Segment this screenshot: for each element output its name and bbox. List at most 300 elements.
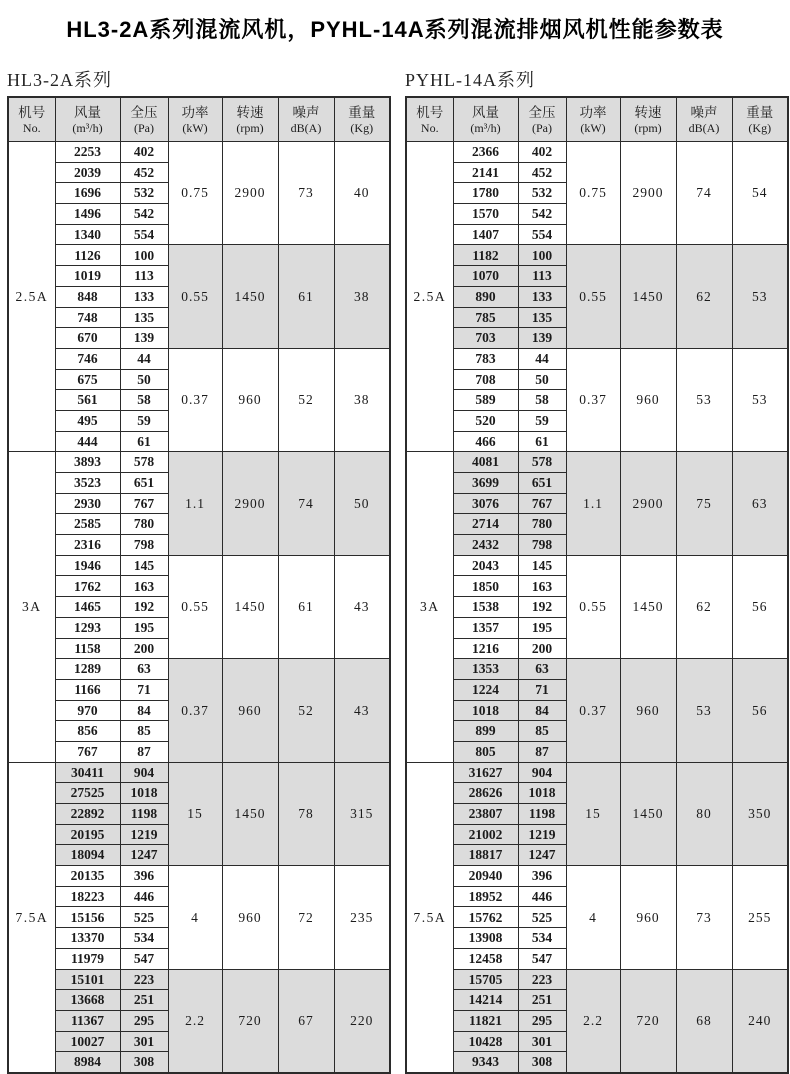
table-row (8, 969, 390, 990)
model-cell: 2.5A (8, 142, 55, 452)
pressure-cell: 192 (518, 597, 566, 618)
pressure-cell: 113 (518, 266, 566, 287)
airflow-cell: 3699 (453, 473, 518, 494)
pressure-cell: 525 (120, 907, 168, 928)
power-cell: 0.55 (168, 555, 222, 658)
table-row (406, 452, 788, 473)
pressure-cell: 63 (518, 659, 566, 680)
column-unit: (Kg) (748, 120, 772, 135)
airflow-cell: 783 (453, 348, 518, 369)
airflow-cell: 18952 (453, 886, 518, 907)
pressure-cell: 396 (518, 866, 566, 887)
weight-cell: 56 (732, 555, 788, 658)
airflow-cell: 2316 (55, 535, 120, 556)
pressure-cell: 139 (518, 328, 566, 349)
pressure-cell: 554 (518, 224, 566, 245)
column-label: 重量 (746, 105, 774, 121)
table-row (8, 866, 390, 887)
pressure-cell: 542 (518, 204, 566, 225)
pressure-cell: 1018 (518, 783, 566, 804)
header-row (406, 97, 788, 142)
airflow-cell: 9343 (453, 1052, 518, 1073)
speed-cell: 1450 (620, 762, 676, 865)
airflow-cell: 1019 (55, 266, 120, 287)
weight-cell: 63 (732, 452, 788, 555)
pressure-cell: 780 (518, 514, 566, 535)
airflow-cell: 30411 (55, 762, 120, 783)
table-row (406, 555, 788, 576)
airflow-cell: 15156 (55, 907, 120, 928)
column-header (120, 97, 168, 142)
power-cell: 0.75 (566, 142, 620, 245)
pressure-cell: 1198 (518, 804, 566, 825)
airflow-cell: 1538 (453, 597, 518, 618)
airflow-cell: 2366 (453, 142, 518, 163)
noise-cell: 53 (676, 659, 732, 762)
power-cell: 1.1 (566, 452, 620, 555)
column-label: 功率 (181, 105, 209, 121)
pressure-cell: 578 (120, 452, 168, 473)
column-header (406, 97, 453, 142)
airflow-cell: 12458 (453, 948, 518, 969)
table-row (8, 555, 390, 576)
airflow-cell: 1158 (55, 638, 120, 659)
pressure-cell: 904 (120, 762, 168, 783)
column-label: 转速 (634, 105, 662, 121)
pressure-cell: 71 (120, 679, 168, 700)
pressure-cell: 59 (518, 410, 566, 431)
airflow-cell: 10027 (55, 1031, 120, 1052)
power-cell: 0.37 (168, 659, 222, 762)
column-unit: (m³/h) (72, 120, 103, 135)
column-label: 噪声 (292, 105, 320, 121)
power-cell: 4 (168, 866, 222, 969)
pressure-cell: 525 (518, 907, 566, 928)
column-unit: (rpm) (236, 120, 264, 135)
airflow-cell: 785 (453, 307, 518, 328)
pressure-cell: 798 (120, 535, 168, 556)
pressure-cell: 767 (518, 493, 566, 514)
speed-cell: 960 (222, 659, 278, 762)
pressure-cell: 295 (120, 1010, 168, 1031)
pressure-cell: 904 (518, 762, 566, 783)
pressure-cell: 145 (120, 555, 168, 576)
airflow-cell: 10428 (453, 1031, 518, 1052)
pressure-cell: 145 (518, 555, 566, 576)
column-unit: No. (420, 120, 439, 135)
column-label: 全压 (528, 105, 556, 121)
model-cell: 7.5A (8, 762, 55, 1073)
pressure-cell: 100 (518, 245, 566, 266)
speed-cell: 960 (222, 866, 278, 969)
weight-cell: 315 (334, 762, 390, 865)
column-label: 重量 (348, 105, 376, 121)
noise-cell: 74 (676, 142, 732, 245)
column-unit: (Kg) (350, 120, 374, 135)
pressure-cell: 87 (518, 741, 566, 762)
column-header (566, 97, 620, 142)
airflow-cell: 1762 (55, 576, 120, 597)
table-block-hl3-2a (7, 66, 389, 1074)
speed-cell: 1450 (222, 555, 278, 658)
noise-cell: 61 (278, 555, 334, 658)
pressure-cell: 84 (120, 700, 168, 721)
pressure-cell: 651 (120, 473, 168, 494)
airflow-cell: 15101 (55, 969, 120, 990)
pressure-cell: 542 (120, 204, 168, 225)
airflow-cell: 11367 (55, 1010, 120, 1031)
noise-cell: 72 (278, 866, 334, 969)
table-row (8, 659, 390, 680)
weight-cell: 38 (334, 245, 390, 348)
airflow-cell: 18817 (453, 845, 518, 866)
airflow-cell: 3523 (55, 473, 120, 494)
airflow-cell: 1340 (55, 224, 120, 245)
pressure-cell: 532 (518, 183, 566, 204)
speed-cell: 960 (620, 866, 676, 969)
airflow-cell: 444 (55, 431, 120, 452)
speed-cell: 1450 (620, 555, 676, 658)
pressure-cell: 85 (518, 721, 566, 742)
pressure-cell: 547 (518, 948, 566, 969)
column-header (278, 97, 334, 142)
pressure-cell: 87 (120, 741, 168, 762)
power-cell: 0.37 (168, 348, 222, 451)
speed-cell: 960 (620, 659, 676, 762)
column-header (55, 97, 120, 142)
weight-cell: 255 (732, 866, 788, 969)
column-unit: No. (22, 120, 41, 135)
airflow-cell: 2141 (453, 162, 518, 183)
weight-cell: 53 (732, 348, 788, 451)
airflow-cell: 2432 (453, 535, 518, 556)
speed-cell: 720 (620, 969, 676, 1073)
table-row (406, 142, 788, 163)
pressure-cell: 100 (120, 245, 168, 266)
weight-cell: 50 (334, 452, 390, 555)
airflow-cell: 20135 (55, 866, 120, 887)
pressure-cell: 223 (518, 969, 566, 990)
airflow-cell: 2714 (453, 514, 518, 535)
pressure-cell: 452 (518, 162, 566, 183)
airflow-cell: 13370 (55, 928, 120, 949)
pressure-cell: 192 (120, 597, 168, 618)
pressure-cell: 50 (518, 369, 566, 390)
power-cell: 15 (168, 762, 222, 865)
noise-cell: 62 (676, 555, 732, 658)
pressure-cell: 308 (518, 1052, 566, 1073)
table-row (406, 762, 788, 783)
weight-cell: 38 (334, 348, 390, 451)
pressure-cell: 50 (120, 369, 168, 390)
noise-cell: 73 (278, 142, 334, 245)
power-cell: 1.1 (168, 452, 222, 555)
airflow-cell: 1496 (55, 204, 120, 225)
series-label-hl3-2a: HL3-2A系列 (7, 70, 112, 90)
airflow-cell: 495 (55, 410, 120, 431)
airflow-cell: 2585 (55, 514, 120, 535)
column-unit: (rpm) (634, 120, 662, 135)
column-label: 风量 (472, 105, 499, 121)
column-unit: dB(A) (688, 120, 720, 135)
pressure-cell: 44 (120, 348, 168, 369)
noise-cell: 80 (676, 762, 732, 865)
power-cell: 15 (566, 762, 620, 865)
pressure-cell: 446 (518, 886, 566, 907)
airflow-cell: 2930 (55, 493, 120, 514)
airflow-cell: 15762 (453, 907, 518, 928)
weight-cell: 350 (732, 762, 788, 865)
power-cell: 0.37 (566, 348, 620, 451)
column-label: 风量 (74, 105, 101, 121)
weight-cell: 220 (334, 969, 390, 1073)
noise-cell: 61 (278, 245, 334, 348)
airflow-cell: 14214 (453, 990, 518, 1011)
noise-cell: 53 (676, 348, 732, 451)
weight-cell: 56 (732, 659, 788, 762)
column-unit: (Pa) (532, 120, 552, 135)
page-title: HL3-2A系列混流风机，PYHL-14A系列混流排烟风机性能参数表 (66, 17, 724, 42)
spec-table-hl3-2a (7, 96, 391, 1074)
table-row (8, 762, 390, 783)
airflow-cell: 848 (55, 286, 120, 307)
pressure-cell: 1247 (120, 845, 168, 866)
pressure-cell: 135 (120, 307, 168, 328)
pressure-cell: 200 (518, 638, 566, 659)
pressure-cell: 532 (120, 183, 168, 204)
airflow-cell: 18223 (55, 886, 120, 907)
airflow-cell: 708 (453, 369, 518, 390)
airflow-cell: 23807 (453, 804, 518, 825)
power-cell: 0.55 (566, 245, 620, 348)
power-cell: 4 (566, 866, 620, 969)
speed-cell: 1450 (620, 245, 676, 348)
airflow-cell: 13668 (55, 990, 120, 1011)
airflow-cell: 27525 (55, 783, 120, 804)
model-cell: 3A (406, 452, 453, 762)
airflow-cell: 1570 (453, 204, 518, 225)
airflow-cell: 3076 (453, 493, 518, 514)
pressure-cell: 113 (120, 266, 168, 287)
pressure-cell: 85 (120, 721, 168, 742)
noise-cell: 68 (676, 969, 732, 1073)
speed-cell: 2900 (222, 142, 278, 245)
airflow-cell: 670 (55, 328, 120, 349)
pressure-cell: 396 (120, 866, 168, 887)
column-unit: (m³/h) (470, 120, 501, 135)
airflow-cell: 28626 (453, 783, 518, 804)
airflow-cell: 970 (55, 700, 120, 721)
pressure-cell: 402 (120, 142, 168, 163)
airflow-cell: 2039 (55, 162, 120, 183)
airflow-cell: 675 (55, 369, 120, 390)
pressure-cell: 139 (120, 328, 168, 349)
pressure-cell: 578 (518, 452, 566, 473)
pressure-cell: 251 (120, 990, 168, 1011)
airflow-cell: 1850 (453, 576, 518, 597)
airflow-cell: 11821 (453, 1010, 518, 1031)
airflow-cell: 1353 (453, 659, 518, 680)
airflow-cell: 1182 (453, 245, 518, 266)
noise-cell: 52 (278, 659, 334, 762)
airflow-cell: 3893 (55, 452, 120, 473)
pressure-cell: 651 (518, 473, 566, 494)
airflow-cell: 20940 (453, 866, 518, 887)
weight-cell: 43 (334, 659, 390, 762)
pressure-cell: 84 (518, 700, 566, 721)
power-cell: 2.2 (566, 969, 620, 1073)
column-label: 功率 (579, 105, 607, 121)
weight-cell: 240 (732, 969, 788, 1073)
airflow-cell: 8984 (55, 1052, 120, 1073)
pressure-cell: 301 (120, 1031, 168, 1052)
pressure-cell: 133 (518, 286, 566, 307)
airflow-cell: 899 (453, 721, 518, 742)
airflow-cell: 4081 (453, 452, 518, 473)
pressure-cell: 1219 (518, 824, 566, 845)
airflow-cell: 748 (55, 307, 120, 328)
pressure-cell: 163 (518, 576, 566, 597)
column-unit: (kW) (580, 120, 606, 135)
airflow-cell: 561 (55, 390, 120, 411)
airflow-cell: 22892 (55, 804, 120, 825)
pressure-cell: 1198 (120, 804, 168, 825)
pressure-cell: 452 (120, 162, 168, 183)
pressure-cell: 446 (120, 886, 168, 907)
pressure-cell: 58 (518, 390, 566, 411)
pressure-cell: 71 (518, 679, 566, 700)
airflow-cell: 1357 (453, 617, 518, 638)
airflow-cell: 746 (55, 348, 120, 369)
pressure-cell: 195 (120, 617, 168, 638)
table-row (406, 659, 788, 680)
power-cell: 0.37 (566, 659, 620, 762)
table-row (8, 348, 390, 369)
pressure-cell: 200 (120, 638, 168, 659)
power-cell: 2.2 (168, 969, 222, 1073)
column-header (518, 97, 566, 142)
airflow-cell: 1293 (55, 617, 120, 638)
speed-cell: 2900 (222, 452, 278, 555)
model-cell: 3A (8, 452, 55, 762)
airflow-cell: 767 (55, 741, 120, 762)
table-row (8, 452, 390, 473)
pressure-cell: 554 (120, 224, 168, 245)
airflow-cell: 703 (453, 328, 518, 349)
pressure-cell: 163 (120, 576, 168, 597)
airflow-cell: 11979 (55, 948, 120, 969)
pressure-cell: 135 (518, 307, 566, 328)
spec-table-pyhl-14a (405, 96, 789, 1074)
pressure-cell: 133 (120, 286, 168, 307)
pressure-cell: 59 (120, 410, 168, 431)
model-cell: 2.5A (406, 142, 453, 452)
airflow-cell: 31627 (453, 762, 518, 783)
airflow-cell: 1407 (453, 224, 518, 245)
column-header (732, 97, 788, 142)
pressure-cell: 63 (120, 659, 168, 680)
weight-cell: 53 (732, 245, 788, 348)
pressure-cell: 1247 (518, 845, 566, 866)
airflow-cell: 1216 (453, 638, 518, 659)
airflow-cell: 2043 (453, 555, 518, 576)
table-row (8, 245, 390, 266)
power-cell: 0.75 (168, 142, 222, 245)
speed-cell: 2900 (620, 142, 676, 245)
power-cell: 0.55 (566, 555, 620, 658)
pressure-cell: 61 (518, 431, 566, 452)
header-row (8, 97, 390, 142)
pressure-cell: 798 (518, 535, 566, 556)
column-label: 全压 (130, 105, 158, 121)
column-header (222, 97, 278, 142)
weight-cell: 235 (334, 866, 390, 969)
pressure-cell: 301 (518, 1031, 566, 1052)
noise-cell: 52 (278, 348, 334, 451)
speed-cell: 960 (222, 348, 278, 451)
pressure-cell: 251 (518, 990, 566, 1011)
noise-cell: 78 (278, 762, 334, 865)
noise-cell: 62 (676, 245, 732, 348)
airflow-cell: 1289 (55, 659, 120, 680)
pressure-cell: 547 (120, 948, 168, 969)
series-label-pyhl-14a: PYHL-14A系列 (405, 70, 535, 90)
table-block-pyhl-14a (405, 66, 787, 1074)
pressure-cell: 402 (518, 142, 566, 163)
tables-container (0, 66, 790, 1074)
table-row (406, 866, 788, 887)
airflow-cell: 805 (453, 741, 518, 762)
airflow-cell: 1780 (453, 183, 518, 204)
airflow-cell: 20195 (55, 824, 120, 845)
airflow-cell: 1465 (55, 597, 120, 618)
airflow-cell: 520 (453, 410, 518, 431)
noise-cell: 73 (676, 866, 732, 969)
column-header (453, 97, 518, 142)
pressure-cell: 61 (120, 431, 168, 452)
airflow-cell: 1018 (453, 700, 518, 721)
airflow-cell: 1070 (453, 266, 518, 287)
airflow-cell: 890 (453, 286, 518, 307)
pressure-cell: 534 (120, 928, 168, 949)
column-header (8, 97, 55, 142)
airflow-cell: 1166 (55, 679, 120, 700)
airflow-cell: 21002 (453, 824, 518, 845)
column-label: 噪声 (690, 105, 718, 121)
pressure-cell: 534 (518, 928, 566, 949)
pressure-cell: 195 (518, 617, 566, 638)
noise-cell: 74 (278, 452, 334, 555)
table-row (406, 245, 788, 266)
airflow-cell: 856 (55, 721, 120, 742)
power-cell: 0.55 (168, 245, 222, 348)
pressure-cell: 780 (120, 514, 168, 535)
pressure-cell: 1219 (120, 824, 168, 845)
airflow-cell: 2253 (55, 142, 120, 163)
speed-cell: 2900 (620, 452, 676, 555)
airflow-cell: 15705 (453, 969, 518, 990)
table-row (8, 142, 390, 163)
airflow-cell: 1224 (453, 679, 518, 700)
column-header (620, 97, 676, 142)
column-unit: (kW) (182, 120, 208, 135)
airflow-cell: 18094 (55, 845, 120, 866)
pressure-cell: 223 (120, 969, 168, 990)
airflow-cell: 13908 (453, 928, 518, 949)
column-unit: (Pa) (134, 120, 154, 135)
table-row (406, 969, 788, 990)
column-unit: dB(A) (290, 120, 322, 135)
